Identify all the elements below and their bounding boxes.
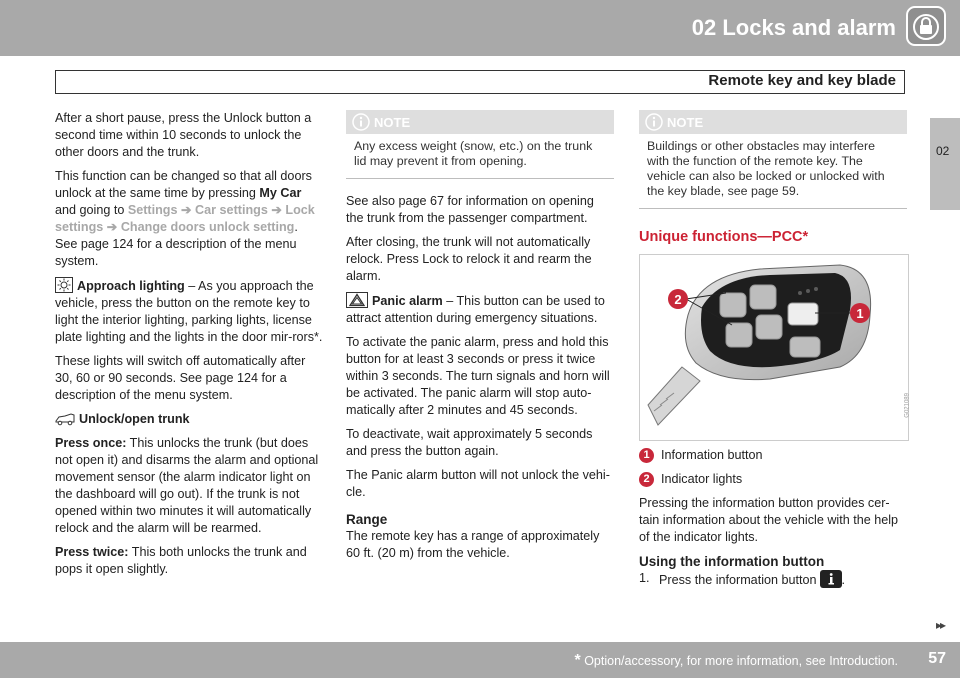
paragraph: After a short pause, press the Unlock button a second time within 10 seconds to unlock the other doors and the trunk. xyxy=(55,111,312,159)
note-text: Buildings or other obstacles may interfere with the function of the remote key. The vehicle can also be locked or unlocked with the key blade, see page 59. xyxy=(647,139,885,198)
text: This function can be changed so that all doors unlock at the same time by pressing xyxy=(55,169,312,200)
callout-1-marker: 1 xyxy=(856,306,864,321)
callout-number: 1 xyxy=(639,448,654,463)
info-button-icon xyxy=(820,570,842,588)
note-title: NOTE xyxy=(374,115,411,130)
paragraph xyxy=(55,168,323,270)
range-heading: Range xyxy=(346,512,388,527)
callout-number: 2 xyxy=(639,472,654,487)
info-icon xyxy=(352,113,370,131)
column-2 xyxy=(346,110,614,569)
paragraph: After closing, the trunk will not automatically relock. Press Lock to relock it and rearm the alarm. xyxy=(346,235,592,283)
paragraph: The Panic alarm button will not unlock the vehi-cle. xyxy=(346,468,610,499)
paragraph: To activate the panic alarm, press and hold this button for at least 3 seconds or press it twice within 3 seconds. The turn signals and horn will be activated. The panic alarm will stop auto-matically after 2 minutes and 45 seconds. xyxy=(346,335,610,417)
section-bar xyxy=(55,70,905,94)
trunk-icon xyxy=(55,412,75,426)
unique-functions-heading: Unique functions—PCC* xyxy=(639,229,809,245)
note-header xyxy=(639,110,907,134)
step-text xyxy=(659,570,845,589)
text: – This button can be used to attract attention during emergency situations. xyxy=(346,294,605,325)
paragraph: Pressing the information button provides cer-tain information about the vehicle with the help of the indicator lights. xyxy=(639,496,899,544)
paragraph xyxy=(55,435,323,537)
text: Press the information button xyxy=(659,573,817,587)
callout-text: Indicator lights xyxy=(661,472,743,486)
using-info-button-heading: Using the information button xyxy=(639,554,825,569)
step-item xyxy=(639,570,907,589)
callout-item xyxy=(639,471,907,488)
paragraph xyxy=(55,277,323,346)
page-header xyxy=(0,0,960,56)
note-title: NOTE xyxy=(667,115,704,130)
chapter-side-tab-label: 02 xyxy=(936,144,950,158)
text: . See page 124 for a description of the menu system. xyxy=(55,220,298,268)
text: – As you approach the vehicle, press the button on the remote key to light the interior lighting, parking lights, license plate lighting and the lights in the door mir-rors*. xyxy=(55,279,323,344)
callout-item xyxy=(639,447,907,464)
footer-text: Option/accessory, for more information, see Introduction. xyxy=(580,654,898,668)
continue-arrows: ▸▸ xyxy=(935,618,944,632)
text: This unlocks the trunk (but does not open it) and disarms the alarm and optional movement sensor (the alarm indicator light on the dashboard will go out). If the trunk is not opened within two minutes it will automatically relock and the alarm will be rearmed. xyxy=(55,436,319,535)
paragraph: To deactivate, wait approximately 5 seconds and press the button again. xyxy=(346,427,593,458)
menu-path: Settings ➔ Car settings ➔ Lock settings ➔ Change doors unlock setting xyxy=(55,203,315,234)
callout-text: Information button xyxy=(661,448,763,462)
paragraph xyxy=(55,411,323,428)
note-box xyxy=(639,110,907,209)
column-3 xyxy=(639,110,911,589)
press-twice-label: Press twice: xyxy=(55,545,129,559)
chapter-title: 02 Locks and alarm xyxy=(691,15,896,40)
info-icon xyxy=(645,113,663,131)
column-1 xyxy=(55,110,323,585)
note-text: Any excess weight (snow, etc.) on the trunk lid may prevent it from opening. xyxy=(354,139,593,168)
remote-key-figure xyxy=(639,254,909,441)
paragraph: These lights will switch off automatically after 30, 60 or 90 seconds. See page 124 for a description of the menu system. xyxy=(55,354,306,402)
chapter-side-tab[interactable] xyxy=(930,118,960,210)
section-title: Remote key and key blade xyxy=(708,72,896,89)
approach-light-icon xyxy=(55,277,73,293)
remote-key-illustration xyxy=(640,255,908,440)
lock-icon xyxy=(906,6,946,46)
figure-code: G021089 xyxy=(905,393,911,418)
panic-alarm-heading: Panic alarm xyxy=(372,294,443,308)
text: . xyxy=(841,573,846,587)
paragraph: The remote key has a range of approximately 60 ft. (20 m) from the vehicle. xyxy=(346,529,600,560)
footer-note xyxy=(574,652,898,670)
note-header xyxy=(346,110,614,134)
footnote-star: * xyxy=(574,652,581,669)
step-number: 1. xyxy=(639,571,650,585)
panic-alarm-icon xyxy=(346,292,368,308)
paragraph: See also page 67 for information on opening the trunk from the passenger compartment. xyxy=(346,194,594,225)
unlock-trunk-heading: Unlock/open trunk xyxy=(79,412,190,426)
paragraph xyxy=(55,544,323,578)
page-number: 57 xyxy=(928,650,946,667)
approach-lighting-heading: Approach lighting xyxy=(77,279,185,293)
paragraph xyxy=(346,292,614,327)
my-car-label: My Car xyxy=(259,186,302,200)
text: This both unlocks the trunk and pops it open slightly. xyxy=(55,545,307,576)
note-box xyxy=(346,110,614,179)
page-footer xyxy=(0,642,960,678)
text: and going to xyxy=(55,203,128,217)
press-once-label: Press once: xyxy=(55,436,127,450)
callout-2-marker: 2 xyxy=(674,292,682,307)
